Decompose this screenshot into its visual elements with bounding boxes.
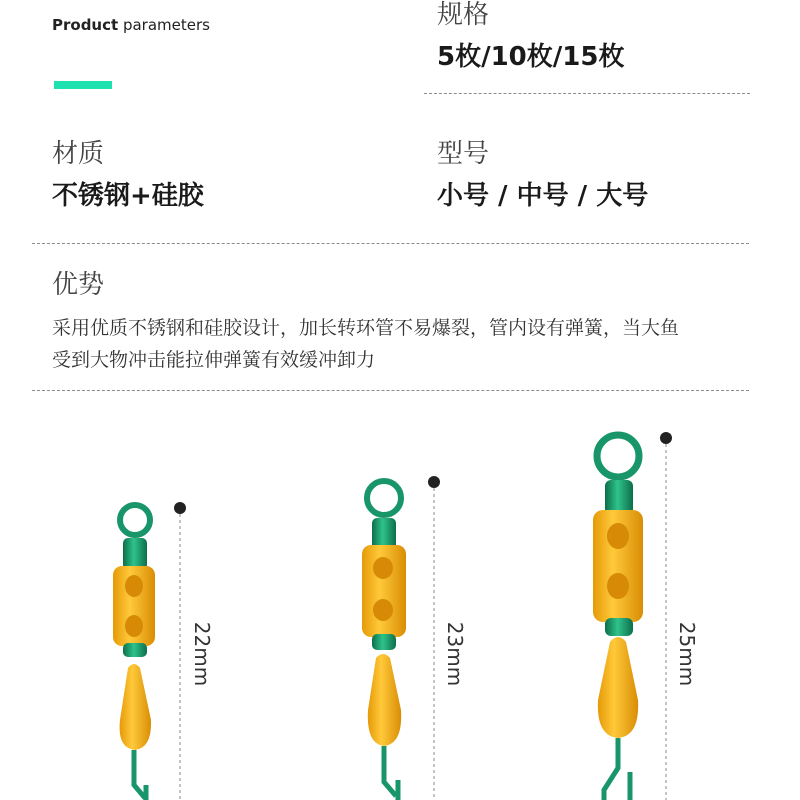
swivel-barrel	[123, 643, 147, 657]
material-label: 材质	[52, 139, 105, 169]
dimension-dot	[174, 502, 186, 514]
advantage-text-line: 受到大物冲击能拉伸弹簧有效缓冲卸力	[52, 349, 376, 371]
model-label: 型号	[437, 139, 490, 169]
swivel-barrel	[123, 538, 147, 570]
product-medium	[362, 476, 467, 800]
section-title-bold: Product	[52, 16, 119, 34]
sleeve-hole	[125, 575, 143, 597]
section-title-rest: parameters	[122, 16, 210, 34]
hook-wire	[604, 738, 630, 800]
model-value: 小号 / 中号 / 大号	[437, 181, 649, 211]
dimension-dot	[660, 432, 672, 444]
section-title	[52, 16, 210, 34]
advantage-label: 优势	[52, 270, 105, 300]
accent-bar	[54, 81, 112, 89]
advantage-text-line: 采用优质不锈钢和硅胶设计，加长转环管不易爆裂，管内设有弹簧，当大鱼	[52, 317, 680, 339]
swivel-ring	[120, 505, 150, 535]
divider	[32, 243, 749, 244]
swivel-ring	[367, 481, 401, 515]
sleeve-hole	[373, 557, 393, 579]
bead	[598, 637, 638, 738]
divider	[424, 93, 750, 94]
spec-value: 5枚/10枚/15枚	[437, 42, 625, 72]
swivel-barrel	[605, 618, 633, 636]
sleeve-hole	[125, 615, 143, 637]
product-small	[113, 502, 214, 800]
material-value: 不锈钢+硅胶	[52, 181, 204, 211]
sleeve-hole	[607, 573, 629, 599]
size-label: 23mm	[443, 621, 467, 687]
size-label: 25mm	[675, 621, 699, 687]
divider	[32, 390, 749, 391]
hook-wire	[384, 746, 398, 800]
product-large	[593, 432, 699, 800]
size-label: 22mm	[190, 621, 214, 687]
spec-label: 规格	[437, 0, 490, 30]
sleeve-hole	[607, 523, 629, 549]
bead	[120, 664, 151, 750]
dimension-dot	[428, 476, 440, 488]
hook-wire	[134, 750, 146, 800]
swivel-ring	[597, 435, 639, 477]
bead	[368, 654, 401, 746]
swivel-barrel	[372, 634, 396, 650]
product-illustrations	[0, 400, 800, 800]
sleeve-hole	[373, 599, 393, 621]
advantage-text	[52, 312, 762, 376]
